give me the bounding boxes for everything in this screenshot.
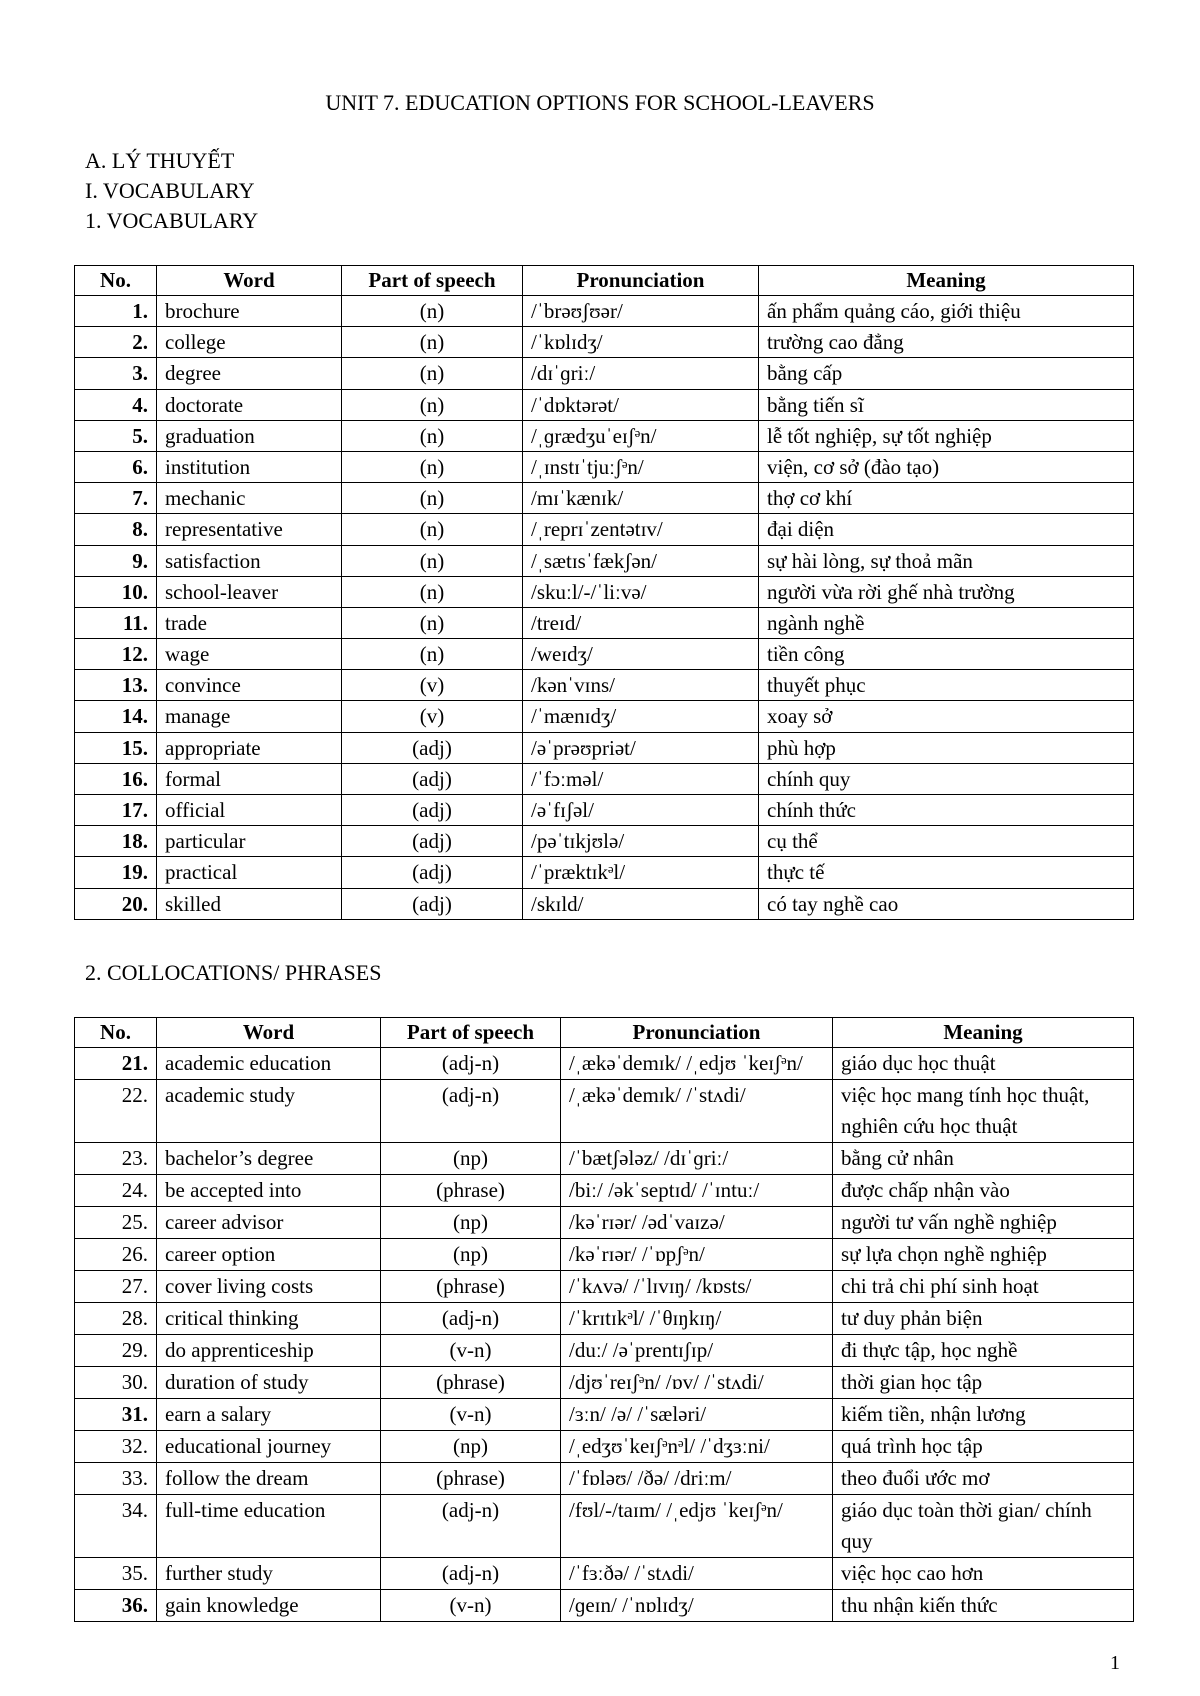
table-row <box>75 296 1134 327</box>
meaning-cell: phù hợp <box>759 732 1134 763</box>
word-cell: do apprenticeship <box>157 1335 381 1367</box>
meaning-cell: thời gian học tập <box>833 1367 1134 1399</box>
word-cell: skilled <box>157 888 342 919</box>
word-cell: further study <box>157 1558 381 1590</box>
meaning-cell: ấn phẩm quảng cáo, giới thiệu <box>759 296 1134 327</box>
header-word: Word <box>157 266 342 296</box>
table-row <box>75 1048 1134 1080</box>
row-number: 18. <box>75 826 157 857</box>
row-number: 31. <box>75 1399 157 1431</box>
row-number: 10. <box>75 576 157 607</box>
pronunciation-cell: /ɡeɪn/ /ˈnɒlɪdʒ/ <box>561 1590 833 1622</box>
row-number: 11. <box>75 607 157 638</box>
pronunciation-cell: /ˌsætɪsˈfækʃən/ <box>523 545 759 576</box>
row-number: 26. <box>75 1239 157 1271</box>
pronunciation-cell: /ˈkɒlɪdʒ/ <box>523 327 759 358</box>
word-cell: gain knowledge <box>157 1590 381 1622</box>
part-of-speech-cell: (adj) <box>342 857 523 888</box>
row-number: 27. <box>75 1271 157 1303</box>
word-cell: earn a salary <box>157 1399 381 1431</box>
document-title: UNIT 7. EDUCATION OPTIONS FOR SCHOOL-LEAVERS <box>325 90 875 115</box>
pronunciation-cell: /ˈbrəʊʃʊər/ <box>523 296 759 327</box>
table-row <box>75 763 1134 794</box>
part-of-speech-cell: (v) <box>342 670 523 701</box>
part-of-speech-cell: (n) <box>342 545 523 576</box>
word-cell: college <box>157 327 342 358</box>
header-part-of-speech: Part of speech <box>342 266 523 296</box>
part-of-speech-cell: (np) <box>381 1239 561 1271</box>
word-cell: formal <box>157 763 342 794</box>
meaning-cell: người tư vấn nghề nghiệp <box>833 1207 1134 1239</box>
part-of-speech-cell: (adj-n) <box>381 1303 561 1335</box>
pronunciation-cell: /ˌedʒʊˈkeɪʃᵊnᵊl/ /ˈdʒɜːni/ <box>561 1431 833 1463</box>
pronunciation-cell: /skɪld/ <box>523 888 759 919</box>
word-cell: degree <box>157 358 342 389</box>
table-row <box>75 639 1134 670</box>
table-row <box>75 1558 1134 1590</box>
word-cell: career option <box>157 1239 381 1271</box>
meaning-cell: viện, cơ sở (đào tạo) <box>759 451 1134 482</box>
row-number: 14. <box>75 701 157 732</box>
meaning-cell: đi thực tập, học nghề <box>833 1335 1134 1367</box>
part-of-speech-cell: (adj) <box>342 795 523 826</box>
header-no: No. <box>75 266 157 296</box>
row-number: 17. <box>75 795 157 826</box>
part-of-speech-cell: (adj) <box>342 732 523 763</box>
part-of-speech-cell: (adj-n) <box>381 1558 561 1590</box>
pronunciation-cell: /ˈfɔːməl/ <box>523 763 759 794</box>
row-number: 15. <box>75 732 157 763</box>
table-row <box>75 888 1134 919</box>
pronunciation-cell: /ˌɪnstɪˈtjuːʃᵊn/ <box>523 451 759 482</box>
word-cell: full-time education <box>157 1495 381 1558</box>
word-cell: academic study <box>157 1080 381 1143</box>
row-number: 32. <box>75 1431 157 1463</box>
meaning-cell: chính quy <box>759 763 1134 794</box>
part-of-speech-cell: (v-n) <box>381 1399 561 1431</box>
meaning-cell: người vừa rời ghế nhà trường <box>759 576 1134 607</box>
pronunciation-cell: /treɪd/ <box>523 607 759 638</box>
row-number: 12. <box>75 639 157 670</box>
row-number: 2. <box>75 327 157 358</box>
meaning-cell: có tay nghề cao <box>759 888 1134 919</box>
part-of-speech-cell: (n) <box>342 420 523 451</box>
part-of-speech-cell: (np) <box>381 1207 561 1239</box>
word-cell: institution <box>157 451 342 482</box>
meaning-cell: thuyết phục <box>759 670 1134 701</box>
meaning-cell: bằng cử nhân <box>833 1143 1134 1175</box>
table-row <box>75 514 1134 545</box>
row-number: 23. <box>75 1143 157 1175</box>
meaning-cell: tư duy phản biện <box>833 1303 1134 1335</box>
table-row <box>75 1143 1134 1175</box>
word-cell: follow the dream <box>157 1463 381 1495</box>
word-cell: be accepted into <box>157 1175 381 1207</box>
row-number: 35. <box>75 1558 157 1590</box>
meaning-cell: ngành nghề <box>759 607 1134 638</box>
pronunciation-cell: /ˈpræktɪkᵊl/ <box>523 857 759 888</box>
meaning-cell: việc học cao hơn <box>833 1558 1134 1590</box>
section-i-heading: I. VOCABULARY <box>85 178 255 203</box>
row-number: 19. <box>75 857 157 888</box>
row-number: 33. <box>75 1463 157 1495</box>
table-row <box>75 1207 1134 1239</box>
row-number: 20. <box>75 888 157 919</box>
word-cell: representative <box>157 514 342 545</box>
pronunciation-cell: /ˌækəˈdemɪk/ /ˈstʌdi/ <box>561 1080 833 1143</box>
table-row <box>75 327 1134 358</box>
meaning-cell: sự lựa chọn nghề nghiệp <box>833 1239 1134 1271</box>
table-row <box>75 1335 1134 1367</box>
word-cell: doctorate <box>157 389 342 420</box>
pronunciation-cell: /biː/ /əkˈseptɪd/ /ˈɪntuː/ <box>561 1175 833 1207</box>
row-number: 4. <box>75 389 157 420</box>
meaning-cell: thợ cơ khí <box>759 483 1134 514</box>
table-row <box>75 420 1134 451</box>
pronunciation-cell: /djʊˈreɪʃᵊn/ /ɒv/ /ˈstʌdi/ <box>561 1367 833 1399</box>
table-header-row <box>75 266 1134 296</box>
part-of-speech-cell: (adj) <box>342 888 523 919</box>
pronunciation-cell: /ɜːn/ /ə/ /ˈsæləri/ <box>561 1399 833 1431</box>
meaning-cell: tiền công <box>759 639 1134 670</box>
meaning-cell: bằng cấp <box>759 358 1134 389</box>
table-row <box>75 483 1134 514</box>
table-row <box>75 389 1134 420</box>
word-cell: satisfaction <box>157 545 342 576</box>
pronunciation-cell: /fʊl/-/taɪm/ /ˌedjʊ ˈkeɪʃᵊn/ <box>561 1495 833 1558</box>
word-cell: school-leaver <box>157 576 342 607</box>
meaning-cell: đại diện <box>759 514 1134 545</box>
word-cell: wage <box>157 639 342 670</box>
row-number: 3. <box>75 358 157 389</box>
page-number: 1 <box>1110 1652 1120 1674</box>
row-number: 9. <box>75 545 157 576</box>
row-number: 29. <box>75 1335 157 1367</box>
header-no: No. <box>75 1018 157 1048</box>
table-row <box>75 607 1134 638</box>
part-of-speech-cell: (phrase) <box>381 1271 561 1303</box>
part-of-speech-cell: (phrase) <box>381 1175 561 1207</box>
word-cell: academic education <box>157 1048 381 1080</box>
table-row <box>75 701 1134 732</box>
meaning-cell: trường cao đẳng <box>759 327 1134 358</box>
header-meaning: Meaning <box>759 266 1134 296</box>
pronunciation-cell: /ˌɡrædʒuˈeɪʃᵊn/ <box>523 420 759 451</box>
meaning-cell: giáo dục toàn thời gian/ chính quy <box>833 1495 1134 1558</box>
pronunciation-cell: /əˈprəʊpriət/ <box>523 732 759 763</box>
pronunciation-cell: /weɪdʒ/ <box>523 639 759 670</box>
word-cell: appropriate <box>157 732 342 763</box>
pronunciation-cell: /skuːl/-/ˈliːvə/ <box>523 576 759 607</box>
row-number: 13. <box>75 670 157 701</box>
table-row <box>75 1239 1134 1271</box>
row-number: 28. <box>75 1303 157 1335</box>
part-of-speech-cell: (phrase) <box>381 1463 561 1495</box>
pronunciation-cell: /ˈmænɪdʒ/ <box>523 701 759 732</box>
word-cell: manage <box>157 701 342 732</box>
word-cell: graduation <box>157 420 342 451</box>
part-of-speech-cell: (v-n) <box>381 1335 561 1367</box>
section-a-heading: A. LÝ THUYẾT <box>85 148 235 173</box>
part-of-speech-cell: (n) <box>342 358 523 389</box>
table-row <box>75 1590 1134 1622</box>
table-row <box>75 732 1134 763</box>
word-cell: critical thinking <box>157 1303 381 1335</box>
meaning-cell: cụ thể <box>759 826 1134 857</box>
pronunciation-cell: /ˈfɜːðə/ /ˈstʌdi/ <box>561 1558 833 1590</box>
table-row <box>75 1463 1134 1495</box>
table-row <box>75 576 1134 607</box>
row-number: 24. <box>75 1175 157 1207</box>
header-pronunciation: Pronunciation <box>561 1018 833 1048</box>
part-of-speech-cell: (adj-n) <box>381 1080 561 1143</box>
row-number: 8. <box>75 514 157 545</box>
table-row <box>75 795 1134 826</box>
collocations-table <box>74 1017 1134 1622</box>
table-row <box>75 826 1134 857</box>
table-row <box>75 358 1134 389</box>
part-of-speech-cell: (adj-n) <box>381 1048 561 1080</box>
pronunciation-cell: /mɪˈkænɪk/ <box>523 483 759 514</box>
meaning-cell: theo đuổi ước mơ <box>833 1463 1134 1495</box>
part-of-speech-cell: (n) <box>342 483 523 514</box>
table-row <box>75 451 1134 482</box>
meaning-cell: sự hài lòng, sự thoả mãn <box>759 545 1134 576</box>
meaning-cell: thực tế <box>759 857 1134 888</box>
part-of-speech-cell: (n) <box>342 296 523 327</box>
row-number: 30. <box>75 1367 157 1399</box>
table-row <box>75 1271 1134 1303</box>
row-number: 21. <box>75 1048 157 1080</box>
header-pronunciation: Pronunciation <box>523 266 759 296</box>
pronunciation-cell: /dɪˈɡriː/ <box>523 358 759 389</box>
row-number: 22. <box>75 1080 157 1143</box>
word-cell: particular <box>157 826 342 857</box>
row-number: 5. <box>75 420 157 451</box>
row-number: 1. <box>75 296 157 327</box>
part-of-speech-cell: (v-n) <box>381 1590 561 1622</box>
part-of-speech-cell: (n) <box>342 327 523 358</box>
header-word: Word <box>157 1018 381 1048</box>
word-cell: official <box>157 795 342 826</box>
row-number: 16. <box>75 763 157 794</box>
meaning-cell: xoay sở <box>759 701 1134 732</box>
part-of-speech-cell: (n) <box>342 639 523 670</box>
part-of-speech-cell: (np) <box>381 1143 561 1175</box>
pronunciation-cell: /əˈfɪʃəl/ <box>523 795 759 826</box>
meaning-cell: giáo dục học thuật <box>833 1048 1134 1080</box>
header-meaning: Meaning <box>833 1018 1134 1048</box>
row-number: 7. <box>75 483 157 514</box>
table-row <box>75 1431 1134 1463</box>
row-number: 25. <box>75 1207 157 1239</box>
part-of-speech-cell: (n) <box>342 514 523 545</box>
pronunciation-cell: /pəˈtɪkjʊlə/ <box>523 826 759 857</box>
word-cell: bachelor’s degree <box>157 1143 381 1175</box>
table-row <box>75 1495 1134 1558</box>
pronunciation-cell: /ˈfɒləʊ/ /ðə/ /driːm/ <box>561 1463 833 1495</box>
word-cell: cover living costs <box>157 1271 381 1303</box>
table-row <box>75 857 1134 888</box>
row-number: 6. <box>75 451 157 482</box>
word-cell: brochure <box>157 296 342 327</box>
meaning-cell: quá trình học tập <box>833 1431 1134 1463</box>
meaning-cell: chi trả chi phí sinh hoạt <box>833 1271 1134 1303</box>
meaning-cell: thu nhận kiến thức <box>833 1590 1134 1622</box>
part-of-speech-cell: (adj-n) <box>381 1495 561 1558</box>
pronunciation-cell: /kəˈrɪər/ /ədˈvaɪzə/ <box>561 1207 833 1239</box>
meaning-cell: bằng tiến sĩ <box>759 389 1134 420</box>
table-row <box>75 1080 1134 1143</box>
word-cell: convince <box>157 670 342 701</box>
row-number: 36. <box>75 1590 157 1622</box>
meaning-cell: được chấp nhận vào <box>833 1175 1134 1207</box>
subsection-vocabulary-heading: 1. VOCABULARY <box>85 208 259 233</box>
part-of-speech-cell: (phrase) <box>381 1367 561 1399</box>
header-part-of-speech: Part of speech <box>381 1018 561 1048</box>
subsection-collocations-heading: 2. COLLOCATIONS/ PHRASES <box>85 960 382 985</box>
part-of-speech-cell: (adj) <box>342 763 523 794</box>
table-row <box>75 1303 1134 1335</box>
pronunciation-cell: /kəˈrɪər/ /ˈɒpʃᵊn/ <box>561 1239 833 1271</box>
word-cell: educational journey <box>157 1431 381 1463</box>
meaning-cell: việc học mang tính học thuật, nghiên cứu học thuật <box>833 1080 1134 1143</box>
table-row <box>75 1175 1134 1207</box>
table-row <box>75 1399 1134 1431</box>
pronunciation-cell: /ˈkʌvə/ /ˈlɪvɪŋ/ /kɒsts/ <box>561 1271 833 1303</box>
pronunciation-cell: /ˈdɒktərət/ <box>523 389 759 420</box>
part-of-speech-cell: (n) <box>342 607 523 638</box>
part-of-speech-cell: (n) <box>342 576 523 607</box>
table-row <box>75 670 1134 701</box>
row-number: 34. <box>75 1495 157 1558</box>
table-header-row <box>75 1018 1134 1048</box>
word-cell: mechanic <box>157 483 342 514</box>
pronunciation-cell: /ˌækəˈdemɪk/ /ˌedjʊ ˈkeɪʃᵊn/ <box>561 1048 833 1080</box>
vocabulary-table <box>74 265 1134 920</box>
part-of-speech-cell: (n) <box>342 451 523 482</box>
part-of-speech-cell: (np) <box>381 1431 561 1463</box>
word-cell: trade <box>157 607 342 638</box>
part-of-speech-cell: (adj) <box>342 826 523 857</box>
table-row <box>75 1367 1134 1399</box>
word-cell: duration of study <box>157 1367 381 1399</box>
pronunciation-cell: /duː/ /əˈprentɪʃɪp/ <box>561 1335 833 1367</box>
pronunciation-cell: /ˈkrɪtɪkᵊl/ /ˈθɪŋkɪŋ/ <box>561 1303 833 1335</box>
meaning-cell: chính thức <box>759 795 1134 826</box>
pronunciation-cell: /kənˈvɪns/ <box>523 670 759 701</box>
pronunciation-cell: /ˈbætʃələz/ /dɪˈɡriː/ <box>561 1143 833 1175</box>
pronunciation-cell: /ˌreprɪˈzentətɪv/ <box>523 514 759 545</box>
word-cell: career advisor <box>157 1207 381 1239</box>
meaning-cell: kiếm tiền, nhận lương <box>833 1399 1134 1431</box>
word-cell: practical <box>157 857 342 888</box>
table-row <box>75 545 1134 576</box>
part-of-speech-cell: (n) <box>342 389 523 420</box>
meaning-cell: lễ tốt nghiệp, sự tốt nghiệp <box>759 420 1134 451</box>
part-of-speech-cell: (v) <box>342 701 523 732</box>
